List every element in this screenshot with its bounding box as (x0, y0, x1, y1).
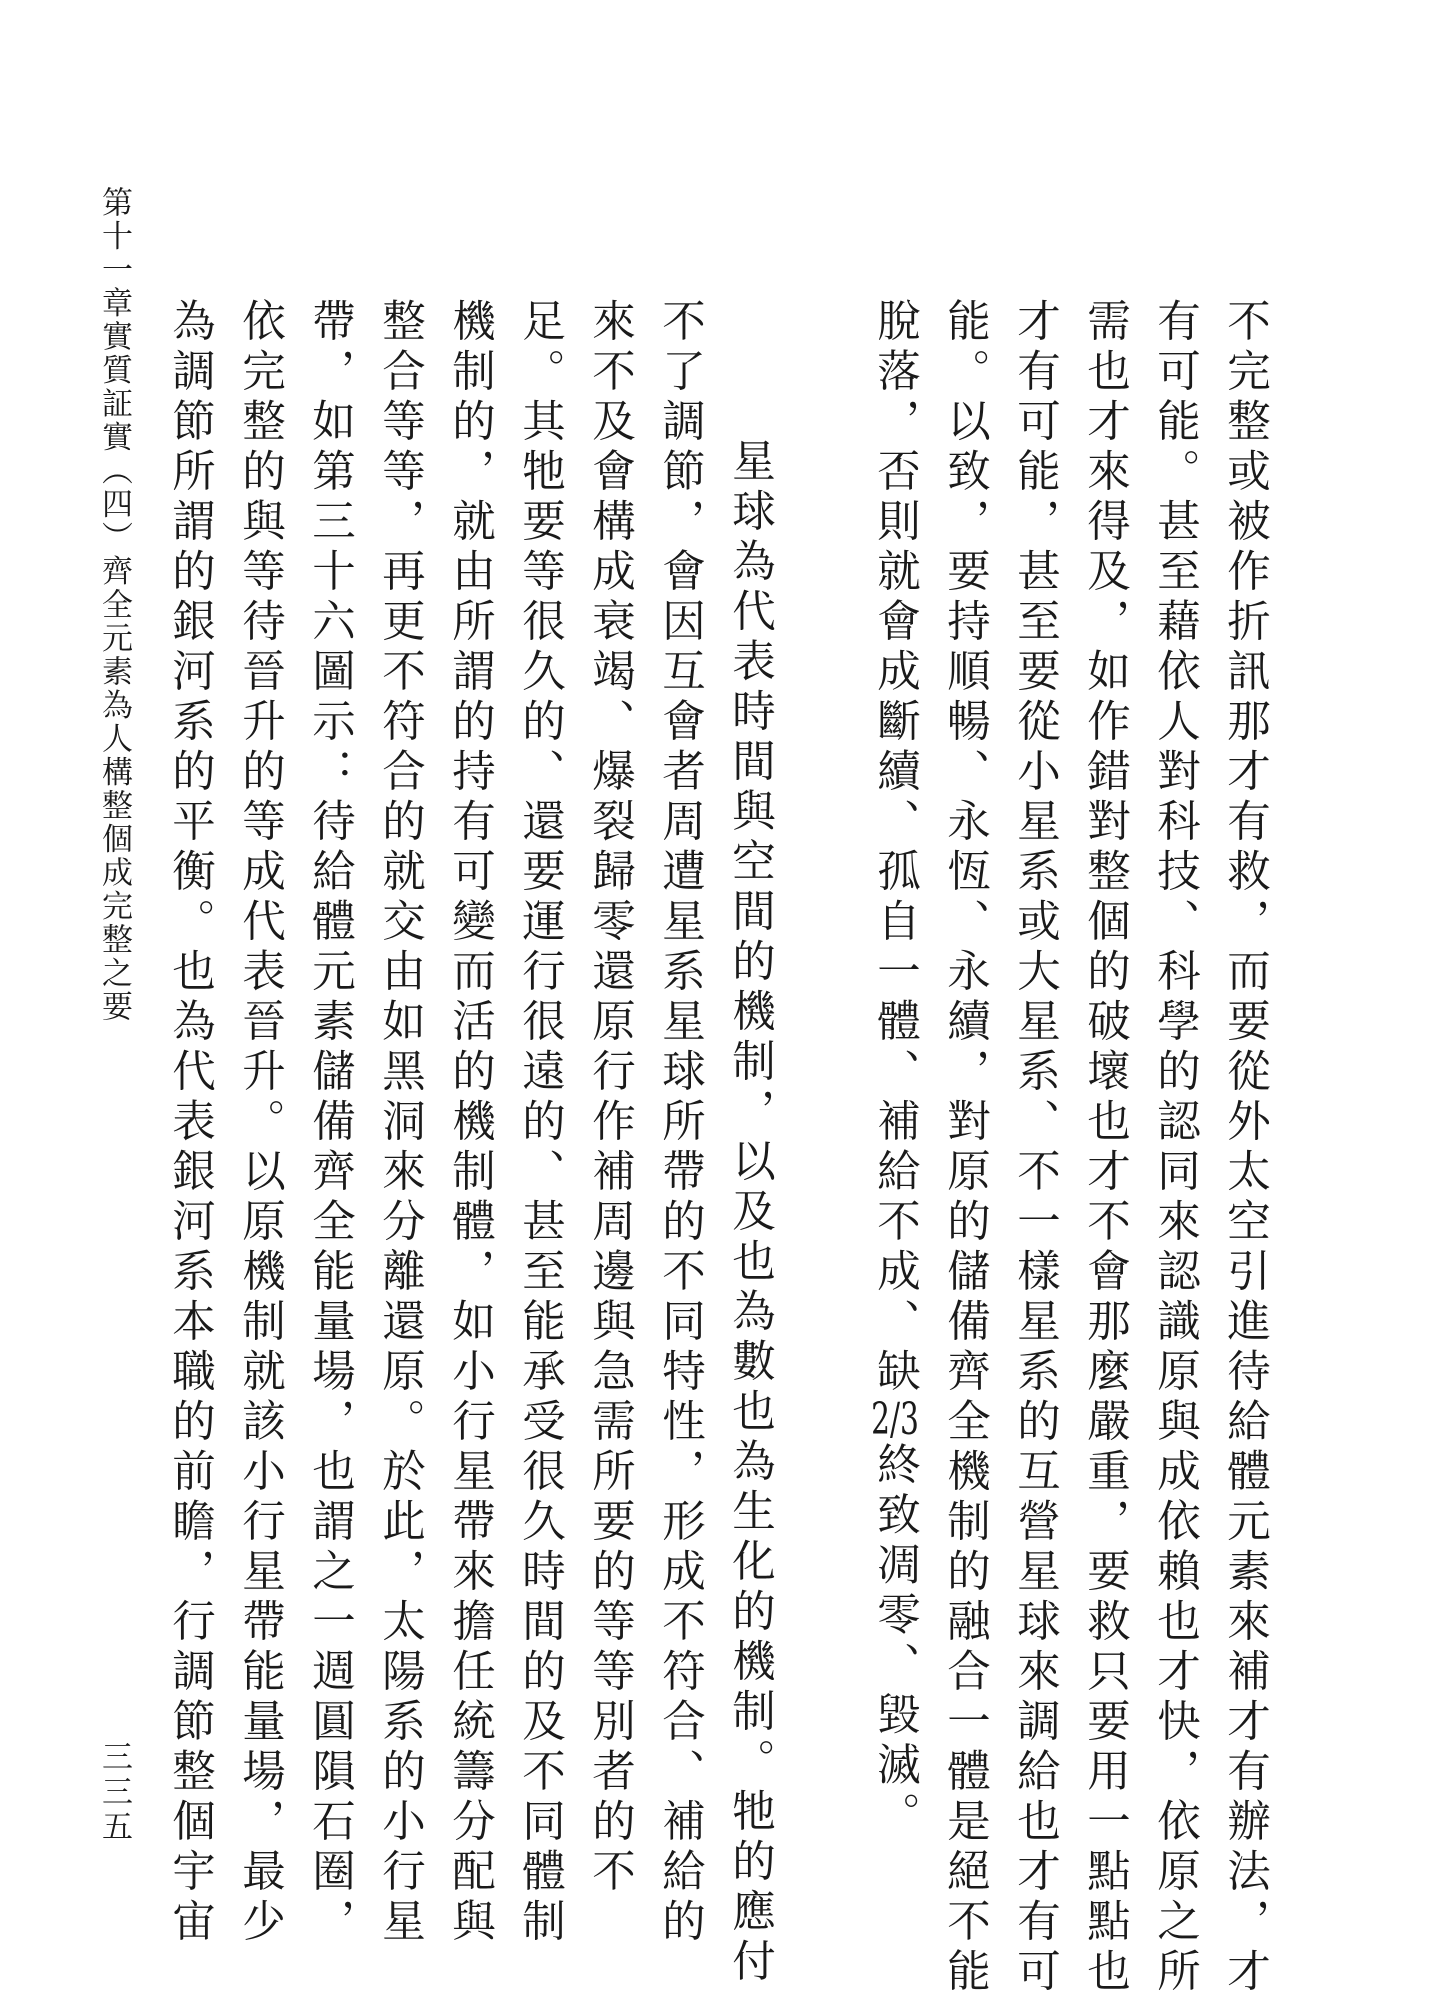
text-column (865, 298, 925, 1842)
chapter-title: 齊全元素為人構整個成完整之要 (96, 554, 132, 1024)
chapter-label: 第十一章 (96, 186, 132, 320)
text-column: 不了調節，會因互會者周遭星系星球所帶的不同特性，形成不符合、補給的 (655, 298, 705, 1948)
text-column: 能。以致，要持順暢、永恆、永續，對原的儲備齊全機制的融合一體是絕不能 (940, 298, 990, 1998)
text-column: 足。其牠要等很久的、還要運行很遠的、甚至能承受很久時間的及不同體制 (515, 298, 565, 1948)
text-column: 依完整的與等待晉升的等成代表晉升。以原機制就該小行星帶能量場，最少 (235, 298, 285, 1948)
text-column: 整合等等，再更不符合的就交由如黑洞來分離還原。於此，太陽系的小行星 (375, 298, 425, 1948)
text-column: 需也才來得及，如作錯對整個的破壞也才不會那麼嚴重，要救只要用一點點也 (1080, 298, 1130, 1998)
section-label: 實質証實（四） (96, 320, 132, 555)
text-segment: 脫落，否則就會成斷續、孤自一體、補給不成、缺 (870, 298, 920, 1398)
text-column: 為調節所謂的銀河系的平衡。也為代表銀河系本職的前瞻，行調節整個宇宙 (165, 298, 215, 1948)
text-column: 才有可能，甚至要從小星系或大星系、不一樣星系的互營星球來調給也才有可 (1010, 298, 1060, 1998)
text-column: 不完整或被作折訊那才有救，而要從外太空引進待給體元素來補才有辦法，才 (1220, 298, 1270, 1998)
text-column: 星球為代表時間與空間的機制，以及也為數也為生化的機制。牠的應付 (725, 388, 775, 1988)
page-number: 三三五 (96, 1740, 132, 1845)
running-header (82, 186, 146, 1586)
text-column: 機制的，就由所謂的持有可變而活的機制體，如小行星帶來擔任統籌分配與 (445, 298, 495, 1948)
text-column: 帶，如第三十六圖示：待給體元素儲備齊全能量場，也謂之一週圓隕石圈， (305, 298, 355, 1948)
text-column: 來不及會構成衰竭、爆裂歸零還原行作補周邊與急需所要的等等別者的不 (585, 298, 635, 1898)
text-segment: 終致凋零、毀滅。 (870, 1441, 920, 1842)
fraction-text: 2/3 (871, 1398, 919, 1442)
text-column: 有可能。甚至藉依人對科技、科學的認同來認識原與成依賴也才快，依原之所 (1150, 298, 1200, 1998)
